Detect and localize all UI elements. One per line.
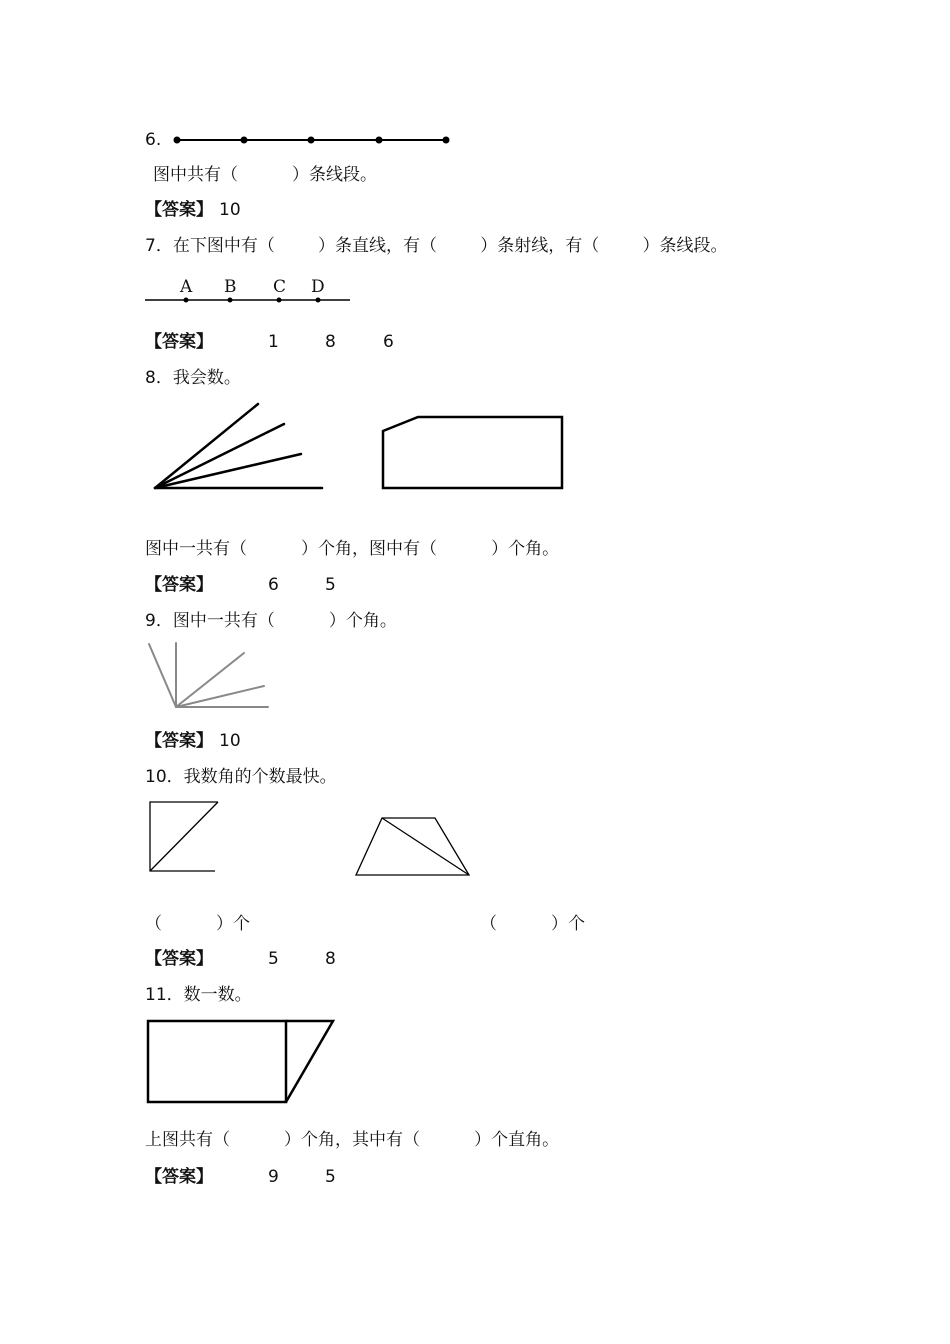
q8-answer-label: 【答案】 bbox=[145, 575, 213, 595]
q7-answer-2: 8 bbox=[325, 332, 336, 352]
q11-rectangle bbox=[148, 1021, 286, 1102]
q7-answer-1: 1 bbox=[268, 332, 279, 352]
q9-answer-label: 【答案】 bbox=[145, 731, 213, 751]
q10-answer-label: 【答案】 bbox=[145, 949, 213, 969]
q6-answer-label: 【答案】 bbox=[145, 200, 213, 220]
q7-label-b: B bbox=[224, 277, 237, 297]
q6-question: 图中共有（ ）条线段。 bbox=[153, 165, 378, 185]
q8-answer-1: 6 bbox=[268, 575, 279, 595]
q10-answer-2: 8 bbox=[325, 949, 336, 969]
q11-answer-1: 9 bbox=[268, 1167, 279, 1187]
q11-answer-label: 【答案】 bbox=[145, 1167, 213, 1187]
q10-answer-1: 5 bbox=[268, 949, 279, 969]
q7-answer-label: 【答案】 bbox=[145, 332, 213, 352]
q7-label-d: D bbox=[311, 277, 325, 297]
q7-label-c: C bbox=[273, 277, 287, 297]
q7-answer-3: 6 bbox=[383, 332, 394, 352]
q8-title: 8．我会数。 bbox=[145, 368, 241, 388]
q10-title: 10．我数角的个数最快。 bbox=[145, 767, 337, 787]
q9-answer: 10 bbox=[219, 731, 241, 751]
q11-title: 11．数一数。 bbox=[145, 985, 252, 1005]
q11-answer-2: 5 bbox=[325, 1167, 336, 1187]
q11-question: 上图共有（ ）个角，其中有（ ）个直角。 bbox=[145, 1130, 560, 1150]
q6-answer: 10 bbox=[219, 200, 241, 220]
q6-number: 6. bbox=[145, 130, 162, 150]
q8-question: 图中一共有（ ）个角，图中有（ ）个角。 bbox=[145, 539, 560, 559]
q10-blank-left: （ ）个 bbox=[145, 914, 251, 934]
q7-label-a: A bbox=[180, 277, 193, 297]
q8-answer-2: 5 bbox=[325, 575, 336, 595]
q9-question: 9．图中一共有（ ）个角。 bbox=[145, 611, 397, 631]
q11-triangle bbox=[286, 1021, 333, 1102]
q10-blank-right: （ ）个 bbox=[480, 914, 586, 934]
q7-question: 7．在下图中有（ ）条直线，有（ ）条射线，有（ ）条线段。 bbox=[145, 236, 728, 256]
